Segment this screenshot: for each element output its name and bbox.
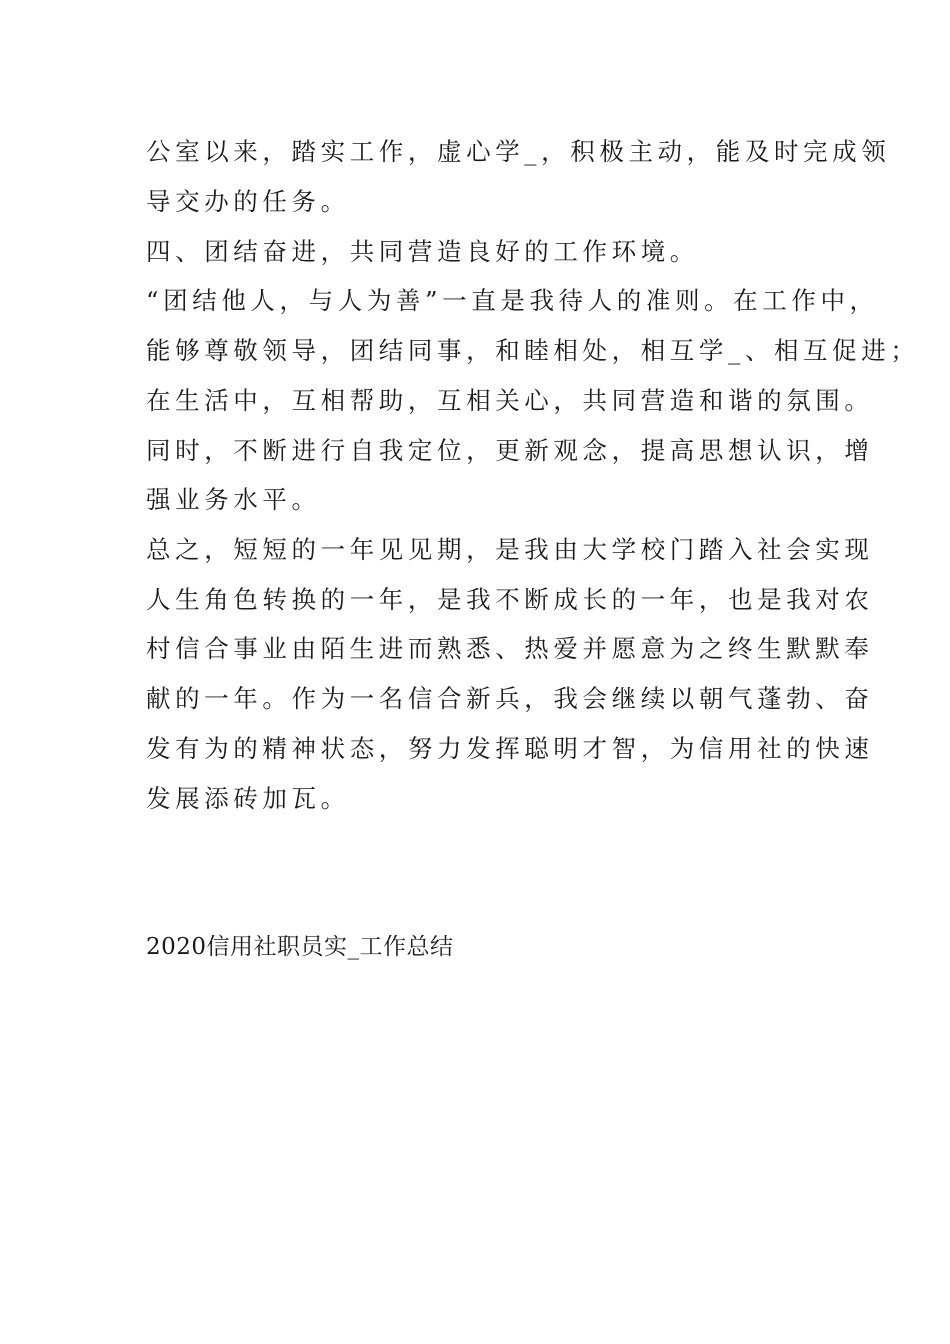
text-line-13: 发有为的精神状态，努力发挥聪明才智，为信用社的快速 [146, 734, 874, 763]
text-line-1: 公室以来，踏实工作，虚心学_，积极主动，能及时完成领 [146, 137, 891, 166]
text-line-5: 能够尊敬领导，团结同事，和睦相处，相互学_、相互促进； [146, 336, 920, 365]
text-line-7: 同时，不断进行自我定位，更新观念，提高思想认识，增 [146, 436, 874, 465]
section-heading: 四、团结奋进，共同营造良好的工作环境。 [146, 237, 699, 266]
text-line-9: 总之，短短的一年见见期，是我由大学校门踏入社会实现 [146, 535, 874, 564]
text-line-8: 强业务水平。 [146, 485, 321, 514]
text-line-6: 在生活中，互相帮助，互相关心，共同营造和谐的氛围。 [146, 386, 874, 415]
text-line-11: 村信合事业由陌生进而熟悉、热爱并愿意为之终生默默奉 [146, 634, 874, 663]
text-line-4: “团结他人，与人为善”一直是我待人的准则。在工作中， [146, 286, 879, 315]
text-line-2: 导交办的任务。 [146, 187, 350, 216]
footer-title: 2020信用社职员实_工作总结 [146, 934, 454, 960]
text-line-10: 人生角色转换的一年，是我不断成长的一年，也是我对农 [146, 585, 874, 614]
text-line-12: 献的一年。作为一名信合新兵，我会继续以朝气蓬勃、奋 [146, 684, 874, 713]
text-line-14: 发展添砖加瓦。 [146, 784, 350, 813]
